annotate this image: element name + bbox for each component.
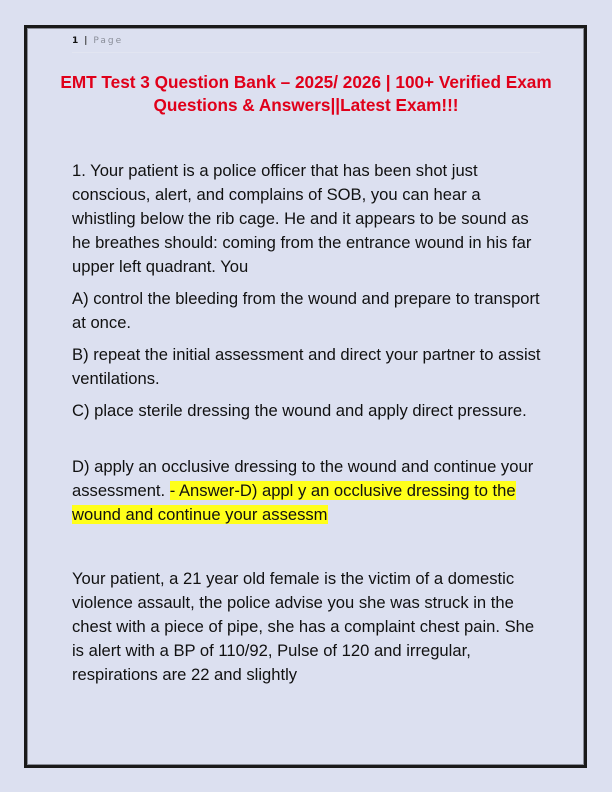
question-2-text: Your patient, a 21 year old female is the victim of a domestic violence assault, the police advise you she was struck in the chest with a piece of pipe, she has a complaint chest pain. She is alert with a BP of 110/92, Pulse of 120 and irregular, respirations are 22 and slightly: [72, 569, 535, 684]
page-header: [72, 36, 123, 46]
option-d-text: D) apply an occlusive dressing to the wound and continue your assessment.: [72, 457, 534, 500]
header-divider: [72, 52, 540, 53]
page-number: 1: [72, 36, 79, 46]
question-1-option-c: C) place sterile dressing the wound and apply direct pressure.: [72, 401, 527, 420]
question-1-answer-highlight: - Answer-D) appl y an occlusive dressing to the wound and continue your assessm: [72, 481, 516, 524]
question-1-option-a: A) control the bleeding from the wound and prepare to transport at once.: [72, 289, 540, 332]
question-1-option-d: [72, 455, 542, 527]
page-label: Page: [93, 36, 124, 46]
document-title: EMT Test 3 Question Bank – 2025/ 2026 | 100+ Verified Exam Questions & Answers||Latest Exam!!!: [60, 72, 552, 115]
question-1-text: 1. Your patient is a police officer that has been shot just conscious, alert, and complains of SOB, you can hear a whistling below the rib cage. He and it appears to be sound as he breathes should: coming from the entrance wound in his far upper left quadrant. You: [72, 161, 532, 276]
question-1-option-b: B) repeat the initial assessment and direct your partner to assist ventilations.: [72, 345, 541, 388]
header-separator: |: [84, 36, 88, 46]
